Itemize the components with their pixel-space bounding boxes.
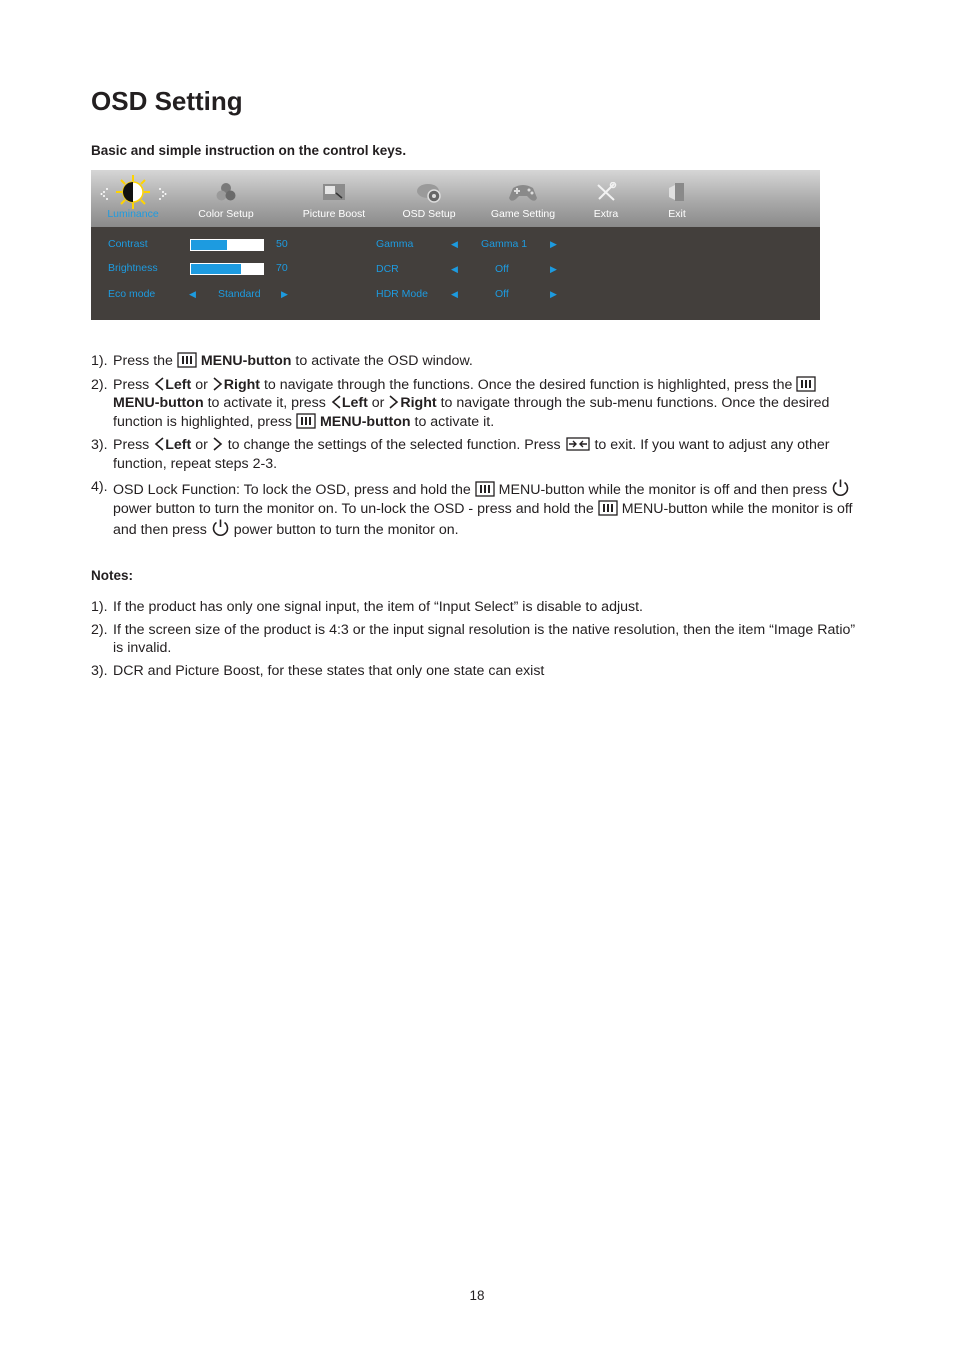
note-text: If the screen size of the product is 4:3 or the input signal resolution is the native resolution, then the item “Image Ratio” is invalid.: [113, 621, 856, 656]
list-item: [91, 352, 866, 371]
step-text: or: [195, 376, 208, 393]
menu-button-label: MENU-button: [319, 413, 411, 430]
tab-exit[interactable]: [657, 170, 697, 227]
arrow-left-icon: ◀: [451, 264, 458, 274]
step-number: 3).: [91, 437, 108, 453]
step-number: 4).: [91, 479, 108, 495]
source-exit-icon: [565, 436, 591, 452]
tab-color-setup[interactable]: [191, 170, 261, 227]
row-label-eco-mode: Eco mode: [108, 288, 156, 300]
arrow-right-icon: ▶: [550, 264, 557, 274]
right-key-label: Right: [400, 395, 437, 411]
contrast-slider-fill: [191, 240, 227, 250]
tab-label: OSD Setup: [402, 208, 456, 220]
row-label-dcr: DCR: [376, 263, 399, 275]
tab-label: Picture Boost: [302, 208, 366, 220]
color-circles-icon: [216, 182, 236, 202]
menu-button-label: MENU-button: [200, 353, 292, 369]
picture-boost-icon: [322, 182, 346, 202]
brightness-slider: [190, 263, 264, 275]
tab-extra[interactable]: [581, 170, 631, 227]
list-item: [91, 478, 866, 540]
row-label-brightness: Brightness: [108, 262, 158, 274]
tab-label: Game Setting: [490, 208, 556, 220]
tab-osd-setup[interactable]: [394, 170, 464, 227]
chevron-right-icon: [212, 376, 224, 392]
page-title: OSD Setting: [91, 86, 243, 116]
step-text: to activate it.: [414, 413, 495, 430]
step-text: Press: [113, 437, 150, 453]
step-text: or: [371, 395, 385, 411]
tab-label: Luminance: [107, 208, 159, 220]
gamma-value: Gamma 1: [481, 238, 528, 250]
power-button-icon: [831, 478, 850, 497]
gamepad-icon: [507, 182, 539, 204]
note-text: DCR and Picture Boost, for these states that only one state can exist: [113, 662, 545, 679]
tab-label: Color Setup: [198, 208, 254, 220]
notes-heading: Notes:: [91, 568, 134, 583]
left-key-label: Left: [165, 437, 192, 453]
step-text: power button to turn the monitor on. To un-lock the OSD - press and hold the: [113, 500, 594, 517]
dcr-value: Off: [495, 263, 509, 275]
note-text: If the product has only one signal input, the item of “Input Select” is disable to adjust.: [113, 599, 643, 615]
step-text: or: [195, 437, 208, 453]
menu-button-icon: [796, 376, 816, 392]
osd-tab-bar: [91, 170, 820, 227]
instruction-steps: [91, 352, 866, 540]
power-button-icon: [211, 518, 230, 537]
hdr-mode-value: Off: [495, 288, 509, 300]
step-text: Press the: [113, 353, 173, 369]
row-label-gamma: Gamma: [376, 238, 414, 250]
step-text: to change the settings of the selected function. Press: [227, 437, 561, 453]
osd-menu-screenshot: [91, 170, 820, 320]
row-label-contrast: Contrast: [108, 238, 148, 250]
contrast-slider: [190, 239, 264, 251]
left-key-label: Left: [165, 376, 192, 393]
step-text: OSD Lock Function: To lock the OSD, press and hold the: [113, 482, 471, 498]
list-item: [91, 376, 866, 432]
tab-picture-boost[interactable]: [294, 170, 374, 227]
step-number: 2).: [91, 376, 108, 393]
osd-setup-icon: [416, 182, 442, 204]
menu-button-icon: [296, 413, 316, 429]
arrow-left-icon: ◀: [451, 289, 458, 299]
step-text: to navigate through the functions. Once the desired function is highlighted, press the: [263, 376, 793, 393]
note-number: 3).: [91, 662, 108, 679]
brightness-value: 70: [276, 262, 288, 274]
step-number: 1).: [91, 353, 108, 369]
step-text: power button to turn the monitor on.: [233, 522, 459, 538]
list-item: [91, 621, 866, 658]
note-number: 1).: [91, 599, 108, 615]
exit-door-icon: [668, 182, 686, 202]
arrow-right-icon: ▶: [550, 289, 557, 299]
menu-button-label: MENU-button: [113, 395, 204, 411]
chevron-right-icon: [388, 394, 400, 410]
tab-label: Exit: [668, 208, 686, 220]
sun-contrast-icon: [115, 174, 151, 210]
right-key-label: Right: [223, 376, 261, 393]
notes-list: [91, 598, 866, 680]
chevron-left-icon: [153, 376, 165, 392]
tab-label: Extra: [593, 208, 619, 220]
row-label-hdr-mode: HDR Mode: [376, 288, 428, 300]
chevron-left-icon: [330, 394, 342, 410]
tab-game-setting[interactable]: [484, 170, 562, 227]
arrow-right-icon: ▶: [550, 239, 557, 249]
contrast-value: 50: [276, 238, 288, 250]
menu-button-icon: [177, 352, 197, 368]
step-text: MENU-button while the monitor is off and then press: [498, 482, 828, 498]
chevron-right-icon: [212, 436, 224, 452]
brightness-slider-fill: [191, 264, 241, 274]
arrow-left-icon: ◀: [451, 239, 458, 249]
step-text: Press: [113, 376, 150, 393]
left-key-label: Left: [341, 395, 368, 411]
menu-button-icon: [475, 481, 495, 497]
tab-luminance[interactable]: [101, 170, 165, 227]
step-text: to navigate through the sub-menu functions. Once the desired function is highlighted, press: [113, 395, 830, 430]
step-text: MENU-button while the monitor is off and then press: [113, 500, 853, 538]
eco-mode-value: Standard: [218, 288, 261, 300]
tools-icon: [595, 182, 617, 202]
arrow-right-icon: ▶: [281, 289, 288, 299]
step-text: to exit. If you want to adjust any other function, repeat steps 2-3.: [113, 437, 830, 472]
step-text: to activate it, press: [207, 395, 326, 411]
list-item: [91, 662, 866, 681]
page-number: 18: [469, 1288, 485, 1303]
note-number: 2).: [91, 621, 108, 638]
step-text: to activate the OSD window.: [295, 353, 473, 369]
list-item: [91, 436, 866, 473]
chevron-left-icon: [153, 436, 165, 452]
menu-button-icon: [598, 500, 618, 516]
section-subtitle: Basic and simple instruction on the control keys.: [91, 143, 407, 158]
arrow-left-icon: ◀: [189, 289, 196, 299]
list-item: [91, 598, 866, 617]
